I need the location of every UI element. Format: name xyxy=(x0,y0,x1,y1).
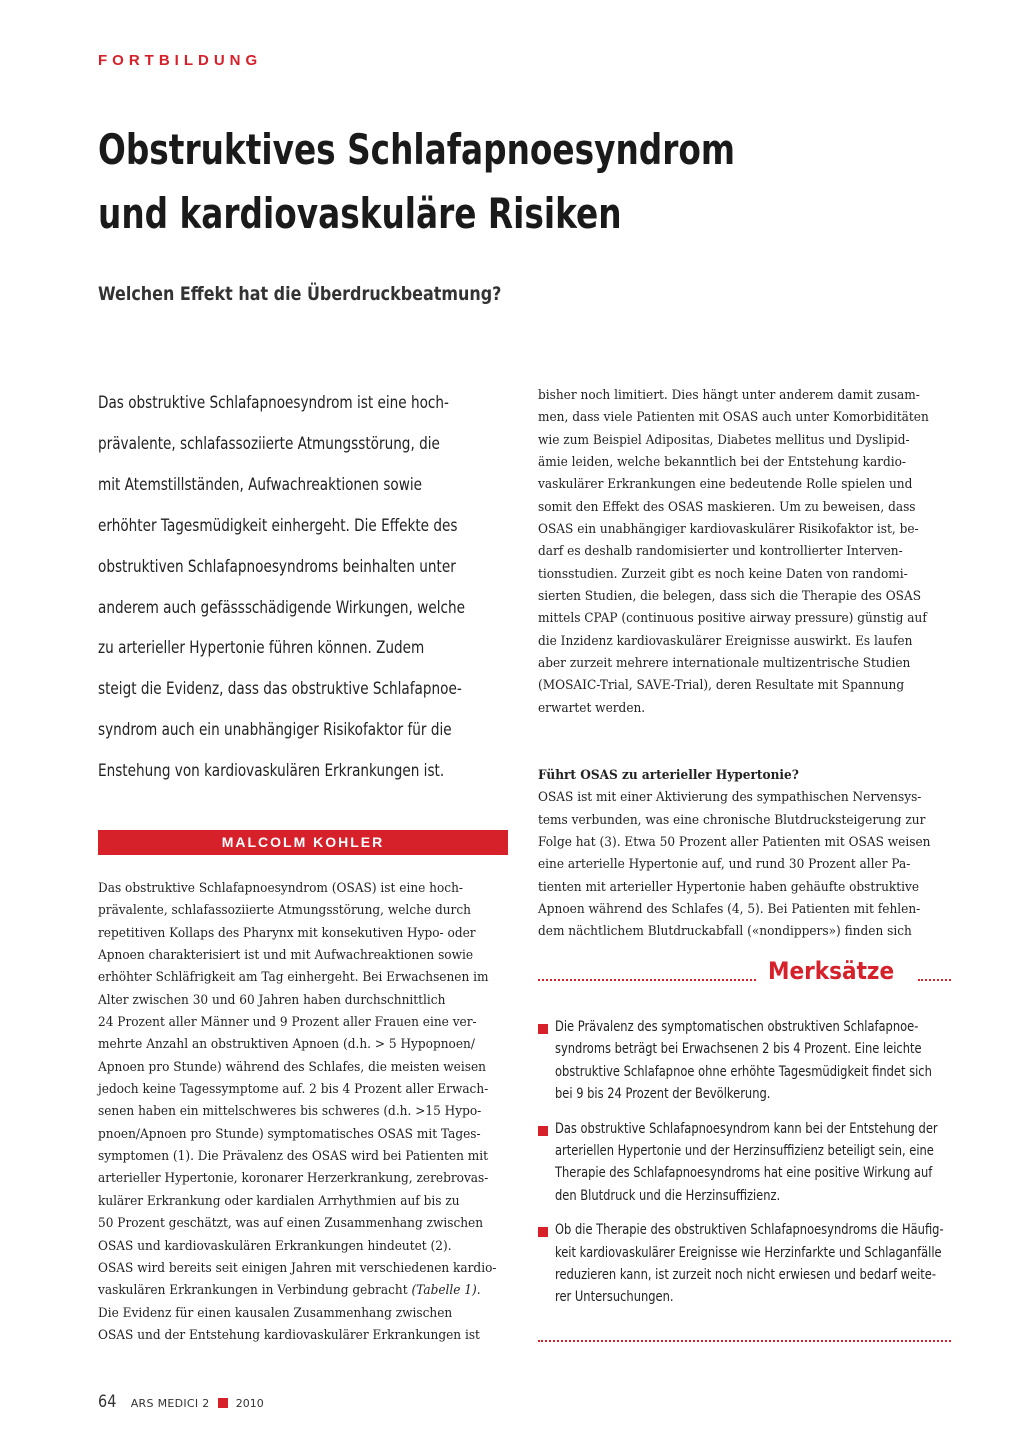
page-number: 64 xyxy=(98,1392,117,1412)
body-line: men, dass viele Patienten mit OSAS auch unter Komorbiditäten xyxy=(538,410,929,426)
merksatz-line: den Blutdruck und die Herzinsuffizienz. xyxy=(555,1187,781,1204)
merksaetze-dotted-divider-left xyxy=(538,979,756,981)
merksatz-text xyxy=(555,1219,958,1309)
body-line: kulärer Erkrankung oder kardialen Arrhythmien auf bis zu xyxy=(98,1193,460,1209)
body-line: symptomen (1). Die Prävalenz des OSAS wird bei Patienten mit xyxy=(98,1149,489,1165)
body-line: wie zum Beispiel Adipositas, Diabetes mellitus und Dyslipid- xyxy=(538,432,910,448)
merksatz-line: Ob die Therapie des obstruktiven Schlafapnoesyndroms die Häufig- xyxy=(555,1222,944,1239)
body-line: tems verbunden, was eine chronische Blutdrucksteigerung zur xyxy=(538,812,926,828)
body-line: darf es deshalb randomisierter und kontrollierter Interven- xyxy=(538,544,903,560)
merksatz-item xyxy=(538,1219,958,1309)
body-line: Apnoen charakterisiert ist und mit Aufwachreaktionen sowie xyxy=(98,948,474,964)
body-line: senen haben ein mittelschweres bis schweres (d.h. >15 Hypo- xyxy=(98,1104,482,1120)
body-line: Apnoen während des Schlafes (4, 5). Bei Patienten mit fehlen- xyxy=(538,902,921,918)
body-line: tionsstudien. Zurzeit gibt es noch keine Daten von randomi- xyxy=(538,566,908,582)
merksatz-line: bei 9 bis 24 Prozent der Bevölkerung. xyxy=(555,1086,771,1103)
body-line: mittels CPAP (continuous positive airway pressure) günstig auf xyxy=(538,611,927,627)
body-line: somit den Effekt des OSAS maskieren. Um zu beweisen, dass xyxy=(538,499,916,515)
section-label: FORTBILDUNG xyxy=(98,52,263,69)
body-line: sierten Studien, die belegen, dass sich die Therapie des OSAS xyxy=(538,589,922,605)
body-line-with-table-ref xyxy=(98,1280,481,1302)
author-bar: MALCOLM KOHLER xyxy=(98,830,508,855)
table-reference: (Tabelle 1). xyxy=(411,1283,481,1299)
merksatz-line: obstruktive Schlafapnoe ohne erhöhte Tagesmüdigkeit findet sich xyxy=(555,1063,932,1080)
square-bullet-icon xyxy=(538,1126,548,1136)
lead-line: anderem auch gefässschädigende Wirkungen, welche xyxy=(98,597,465,618)
merksatz-line: rer Untersuchungen. xyxy=(555,1289,674,1306)
subsection-heading: Führt OSAS zu arterieller Hypertonie? xyxy=(538,768,799,783)
title-line: und kardiovaskuläre Risiken xyxy=(98,189,622,238)
body-line: ämie leiden, welche bekanntlich bei der Entstehung kardio- xyxy=(538,455,907,471)
body-line: erwartet werden. xyxy=(538,700,646,716)
body-line: (MOSAIC-Trial, SAVE-Trial), deren Resultate mit Spannung xyxy=(538,678,905,694)
merksaetze-dotted-divider-right xyxy=(918,979,951,981)
body-column-left xyxy=(98,878,509,1347)
body-line: prävalente, schlafassoziierte Atmungsstörung, welche durch xyxy=(98,903,471,919)
body-line: repetitiven Kollaps des Pharynx mit konsekutiven Hypo- oder xyxy=(98,925,476,941)
body-line: die Inzidenz kardiovaskulärer Ereignisse auswirkt. Es laufen xyxy=(538,633,913,649)
lead-line: prävalente, schlafassoziierte Atmungsstörung, die xyxy=(98,433,440,454)
merksatz-text xyxy=(555,1118,958,1208)
body-line: aber zurzeit mehrere internationale multizentrische Studien xyxy=(538,656,911,672)
square-bullet-icon xyxy=(538,1024,548,1034)
body-line: OSAS ist mit einer Aktivierung des sympathischen Nervensys- xyxy=(538,790,922,806)
page-footer xyxy=(98,1392,264,1412)
body-line-text: vaskulären Erkrankungen in Verbindung gebracht xyxy=(98,1283,412,1299)
title-line: Obstruktives Schlafapnoesyndrom xyxy=(98,125,736,174)
merksaetze-list xyxy=(538,1016,958,1321)
body-line: dem nächtlichem Blutdruckabfall («nondippers») finden sich xyxy=(538,924,912,940)
body-line: eine arterielle Hypertonie auf, und rund 30 Prozent aller Pa- xyxy=(538,857,911,873)
body-line: vaskulärer Erkrankungen eine bedeutende Rolle spielen und xyxy=(538,477,913,493)
journal-name: ARS MEDICI 2 xyxy=(130,1397,210,1410)
lead-line: syndrom auch ein unabhängiger Risikofaktor für die xyxy=(98,720,452,741)
page-subtitle: Welchen Effekt hat die Überdruckbeatmung? xyxy=(98,283,502,305)
body-line: bisher noch limitiert. Dies hängt unter anderem damit zusam- xyxy=(538,388,920,403)
merksatz-line: syndroms beträgt bei Erwachsenen 2 bis 4 Prozent. Eine leichte xyxy=(555,1041,922,1058)
lead-paragraph xyxy=(98,383,508,792)
merksatz-line: Therapie des Schlafapnoesyndroms hat eine positive Wirkung auf xyxy=(555,1165,933,1182)
lead-line: Enstehung von kardiovaskulären Erkrankungen ist. xyxy=(98,761,445,782)
merksaetze-dotted-divider-bottom xyxy=(538,1340,951,1342)
merksaetze-title: Merksätze xyxy=(768,957,895,985)
merksatz-text xyxy=(555,1016,958,1106)
lead-line: erhöhter Tagesmüdigkeit einhergeht. Die Effekte des xyxy=(98,515,458,536)
body-line: 50 Prozent geschätzt, was auf einen Zusammenhang zwischen xyxy=(98,1216,484,1232)
lead-line: steigt die Evidenz, dass das obstruktive Schlafapnoe- xyxy=(98,679,462,700)
body-column-right-top xyxy=(538,385,949,720)
body-column-right-hypertension xyxy=(538,765,949,944)
body-line: OSAS ein unabhängiger kardiovaskulärer Risikofaktor ist, be- xyxy=(538,522,919,538)
body-line: mehrte Anzahl an obstruktiven Apnoen (d.h. > 5 Hypopnoen/ xyxy=(98,1037,475,1053)
body-line: Das obstruktive Schlafapnoesyndrom (OSAS) ist eine hoch- xyxy=(98,881,464,896)
merksatz-item xyxy=(538,1118,958,1208)
body-line: jedoch keine Tagessymptome auf. 2 bis 4 Prozent aller Erwach- xyxy=(98,1082,489,1098)
body-line: 24 Prozent aller Männer und 9 Prozent aller Frauen eine ver- xyxy=(98,1015,477,1031)
square-bullet-icon xyxy=(218,1398,228,1408)
lead-line: mit Atemstillständen, Aufwachreaktionen sowie xyxy=(98,474,423,495)
body-line: tienten mit arterieller Hypertonie haben gehäufte obstruktive xyxy=(538,879,920,895)
merksatz-line: keit kardiovaskulärer Ereignisse wie Herzinfarkte und Schlaganfälle xyxy=(555,1244,942,1261)
lead-line: obstruktiven Schlafapnoesyndroms beinhalten unter xyxy=(98,556,456,577)
lead-line: zu arterieller Hypertonie führen können. Zudem xyxy=(98,638,425,659)
body-line: OSAS und der Entstehung kardiovaskulärer Erkrankungen ist xyxy=(98,1327,480,1343)
body-line: OSAS wird bereits seit einigen Jahren mit verschiedenen kardio- xyxy=(98,1260,497,1276)
merksatz-item xyxy=(538,1016,958,1106)
square-bullet-icon xyxy=(538,1227,548,1237)
merksatz-line: Die Prävalenz des symptomatischen obstruktiven Schlafapnoe- xyxy=(555,1019,919,1035)
lead-line: Das obstruktive Schlafapnoesyndrom ist eine hoch- xyxy=(98,393,449,413)
merksatz-line: reduzieren kann, ist zurzeit noch nicht erwiesen und bedarf weite- xyxy=(555,1267,936,1284)
body-line: Die Evidenz für einen kausalen Zusammenhang zwischen xyxy=(98,1305,453,1321)
body-line: Alter zwischen 30 und 60 Jahren haben durchschnittlich xyxy=(98,992,446,1008)
body-line: arterieller Hypertonie, koronarer Herzerkrankung, zerebrovas- xyxy=(98,1171,489,1187)
page-title xyxy=(98,118,736,246)
merksatz-line: Das obstruktive Schlafapnoesyndrom kann bei der Entstehung der xyxy=(555,1120,938,1137)
issue-year: 2010 xyxy=(235,1397,264,1410)
body-line: erhöhter Schläfrigkeit am Tag einhergeht. Bei Erwachsenen im xyxy=(98,970,489,986)
body-line: OSAS und kardiovaskulären Erkrankungen hindeutet (2). xyxy=(98,1238,452,1254)
body-line: Folge hat (3). Etwa 50 Prozent aller Patienten mit OSAS weisen xyxy=(538,835,931,851)
merksatz-line: arteriellen Hypertonie und der Herzinsuffizienz beteiligt sein, eine xyxy=(555,1143,934,1160)
body-line: Apnoen pro Stunde) während des Schlafes, die meisten weisen xyxy=(98,1059,486,1075)
body-line: pnoen/Apnoen pro Stunde) symptomatisches OSAS mit Tages- xyxy=(98,1126,481,1142)
